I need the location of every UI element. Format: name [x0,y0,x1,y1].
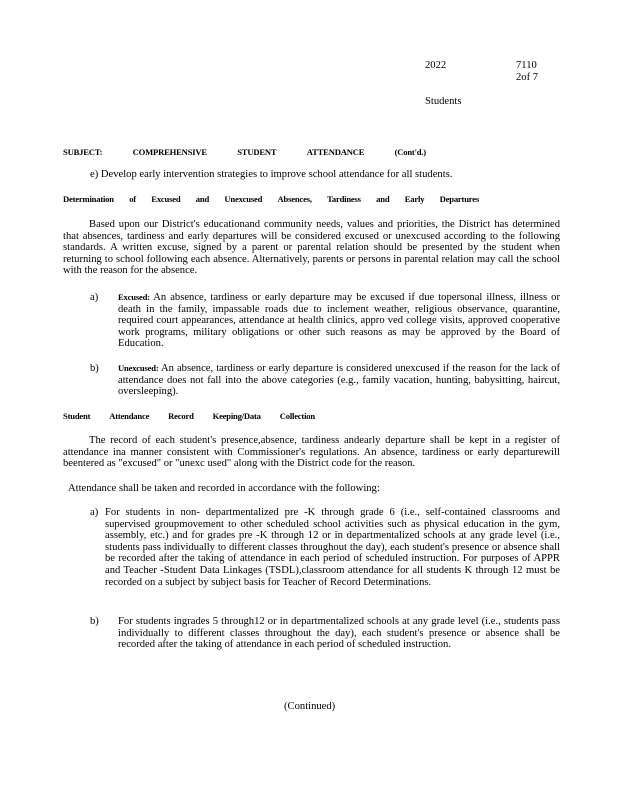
heading-word: Collection [279,411,315,421]
heading-word: Unexcused [224,194,263,204]
heading-word: Student [63,411,91,421]
unexcused-text: An absence, tardiness or early departure is considered unexcused if the reason for the lack of attendance does not fall into the above categories (e.g., family vacation, hunting, babysitting, haircut, oversleeping). [118,363,560,398]
unexcused-item [118,363,560,398]
heading-word: and [195,194,210,204]
subject-word: (Cont'd.) [394,147,426,157]
header-year: 2022 [425,60,447,71]
attendance-item-b: For students ingrades 5 through12 or in departmentalized schools at any grade level (i.e., students pass individually to different classes throughout the day), each student's presence or absence shall be recorded after the taking of attendance in each period of scheduled instruction. [118,616,560,651]
subject-word: COMPREHENSIVE [132,147,207,157]
excused-marker: a) [90,292,99,303]
heading-word: Tardiness [327,194,361,204]
determination-paragraph: Based upon our District's educationand community needs, values and priorities, the District has determined that absences, tardiness and early departures will be considered excused or unexcused according to the following standards. A written excuse, signed by a parent or parental relation should be presented by the student when returning to school following each absence. Alternatively, parents or persons in parental relation may call the school with the reason for the absence. [63,219,560,277]
subject-word: ATTENDANCE [306,147,365,157]
record-keeping-paragraph: The record of each student's presence,absence, tardiness andearly departure shall be kept in a register of attendance ina manner consistent with Commissioner's regulations. An absence, tardiness or early departurewill beentered as "excused" or "unexc used" along with the District code for the reason. [63,435,560,470]
attendance-item-a: For students in non- departmentalized pre -K through grade 6 (i.e., self-contained classrooms and supervised groupmovement to other scheduled school activities such as physical education in the gym, assembly, etc.) and for grades pre -K through 12 or in departmentalized schools at any grade level (i.e., students pass individually to different classes throughout the day), each student's presence or absence shall be recorded after the taking of attendance in each period of scheduled instruction. For purposes of APPR and Teacher -Student Data Linkages (TSDL),classroom attendance for all students K through 12 must be recorded on a subject by subject basis for Teacher of Record Determinations. [105,507,560,588]
item-e: e) Develop early intervention strategies to improve school attendance for all students. [90,169,453,180]
heading-word: Early [404,194,425,204]
section-heading-record-keeping [63,411,315,423]
page-info: 2of 7 [516,72,539,83]
attendance-intro: Attendance shall be taken and recorded in accordance with the following: [68,483,380,494]
attendance-item-a-marker: a) [90,507,99,518]
subject-label: SUBJECT: [63,147,103,157]
heading-word: Attendance [109,411,150,421]
heading-word: Departures [439,194,479,204]
category-label: Students [425,96,462,107]
section-heading-determination [63,194,479,206]
excused-text: An absence, tardiness or early departure may be excused if due topersonal illness, illness or death in the family, impassable roads due to inclement weather, religious observance, quarantine, required court appearances, attendance at health clinics, appro ved college visits, approved cooperative work programs, military obligations or other such reasons as may be approved by the Board of Education. [118,292,560,350]
heading-word: Keeping/Data [212,411,261,421]
continued-footer: (Continued) [284,701,336,712]
excused-term: Excused: [118,292,150,302]
heading-word: Record [168,411,194,421]
policy-number: 7110 [516,60,537,71]
heading-word: Absences, [277,194,312,204]
unexcused-marker: b) [90,363,99,374]
heading-word: Excused [151,194,181,204]
subject-word: STUDENT [237,147,277,157]
subject-line [63,147,426,159]
unexcused-term: Unexcused: [118,363,159,373]
attendance-item-b-marker: b) [90,616,99,627]
excused-item [118,292,560,350]
heading-word: and [376,194,390,204]
heading-word: Determination [63,194,114,204]
heading-word: of [129,194,136,204]
